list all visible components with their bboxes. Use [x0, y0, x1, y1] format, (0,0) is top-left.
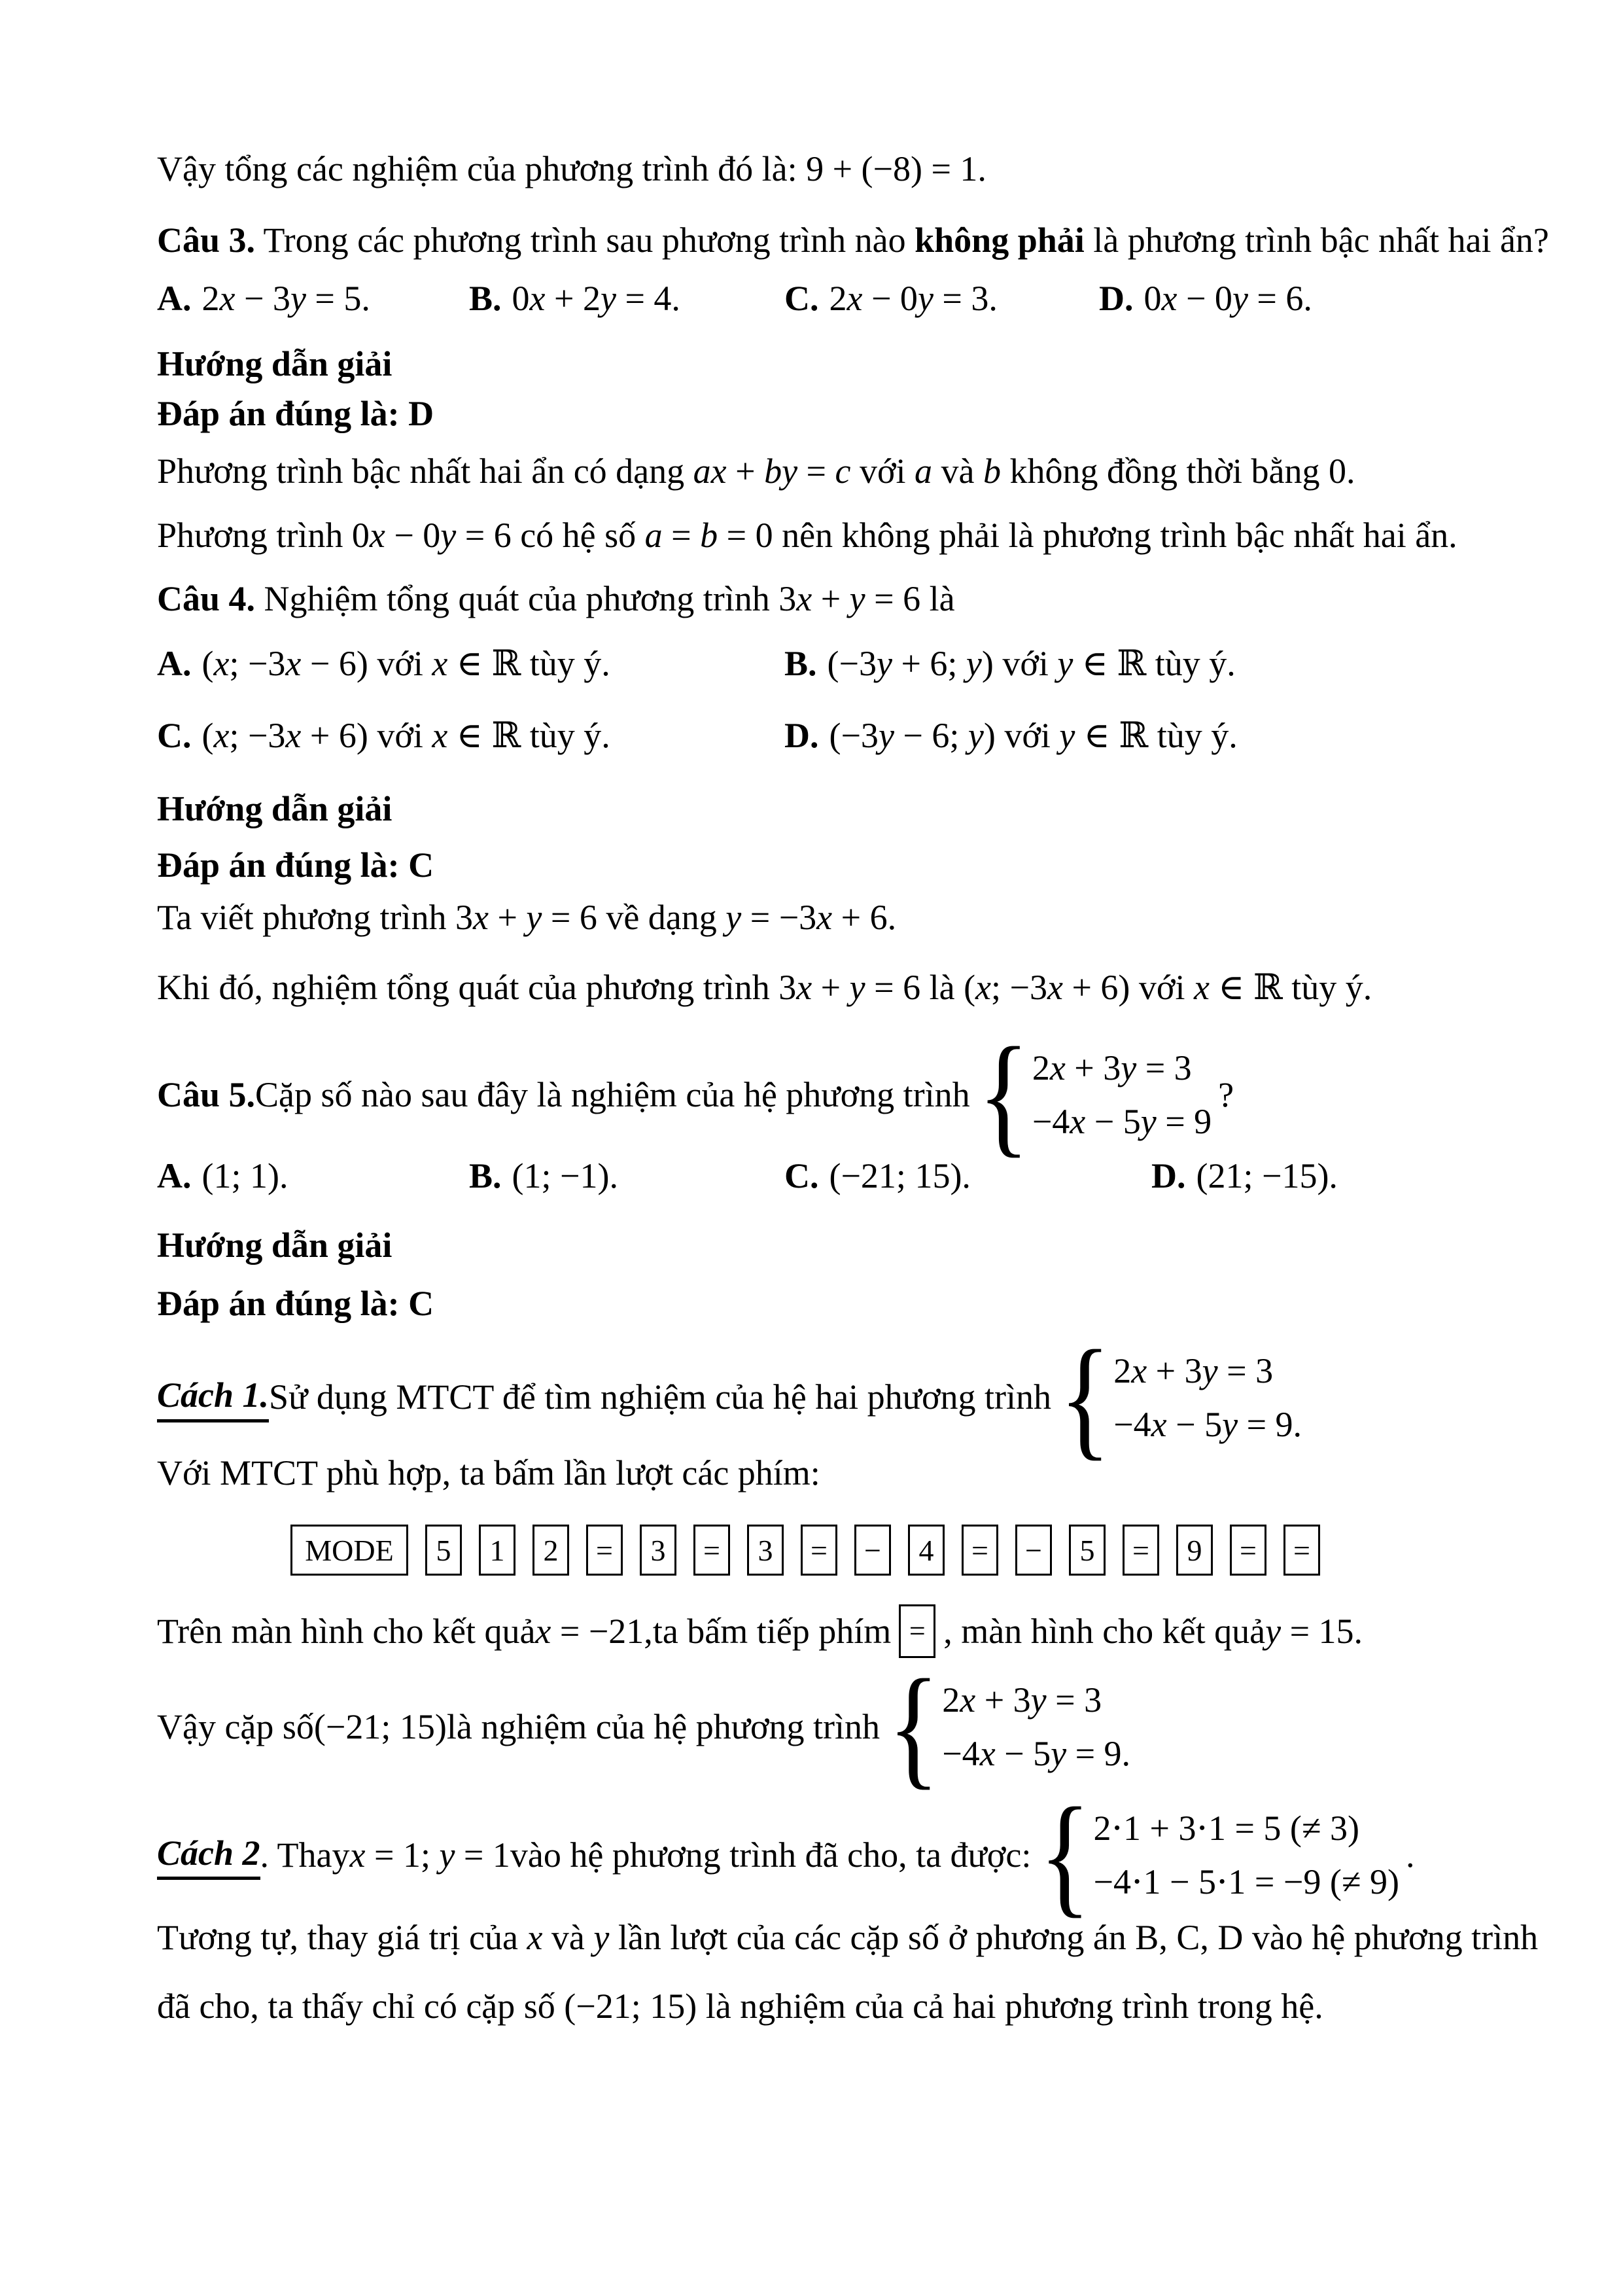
math-run: ax + by = c — [693, 451, 851, 491]
system-lines — [1032, 1050, 1212, 1139]
option-math: 2x − 3y = 5. — [201, 279, 370, 318]
option-math: x ∈ ℝ — [432, 716, 521, 755]
option-math: y ∈ ℝ — [1059, 716, 1149, 755]
math-run: y — [593, 1918, 610, 1957]
left-brace-icon: { — [888, 1651, 940, 1801]
text-run: và — [542, 1918, 594, 1957]
option-math: (x; −3x + 6) — [201, 716, 368, 755]
text-run: Tương tự, thay giá trị của — [157, 1918, 527, 1957]
equation-system — [977, 1019, 1212, 1169]
equation-system — [1039, 1780, 1399, 1930]
calc-key-8: = — [801, 1525, 837, 1576]
option-label: B. — [784, 644, 817, 683]
q3-explain-2 — [157, 512, 1457, 558]
math-run: (−21; 15) — [313, 1706, 447, 1746]
system-lines — [1113, 1353, 1302, 1442]
calc-key-1: 5 — [425, 1525, 462, 1576]
math-run: (−21; 15) — [564, 1987, 697, 2026]
q4-option-c — [157, 713, 610, 758]
option-math: 2x − 0y = 3. — [829, 279, 998, 318]
q3-heading — [157, 217, 1549, 263]
math-run: y = −3x + 6. — [725, 898, 897, 937]
text-run: tùy ý. — [1282, 968, 1372, 1007]
calc-key-10: 4 — [908, 1525, 945, 1576]
text-run: là — [920, 579, 955, 618]
text-run: lần lượt của các cặp số ở phương án B, C, D vào hệ phương trình — [609, 1918, 1539, 1957]
math-run: (x; −3x + 6) — [964, 968, 1130, 1007]
calc-key-6: = — [693, 1525, 730, 1576]
intro-line — [157, 146, 986, 192]
system-eq-2: −4x − 5y = 9. — [942, 1734, 1131, 1773]
calc-key-11: = — [962, 1525, 998, 1576]
q5-label: Câu 5. — [157, 1074, 256, 1114]
guide-heading-2 — [157, 786, 392, 832]
calc-key-15: 9 — [1176, 1525, 1213, 1576]
q5-heading — [157, 1019, 1234, 1169]
option-label: D. — [784, 716, 819, 755]
answer-text: Đáp án đúng là: C — [157, 1284, 434, 1323]
text-run: với — [995, 716, 1060, 755]
calc-key-12: − — [1015, 1525, 1052, 1576]
equation-system — [888, 1651, 1131, 1801]
text-run: Vậy cặp số — [157, 1706, 314, 1746]
math-run: a — [915, 451, 933, 491]
option-label: A. — [157, 1156, 192, 1195]
method-2-line — [157, 1780, 1415, 1930]
calc-key-16: = — [1230, 1525, 1266, 1576]
text-run: và — [932, 451, 983, 491]
math-run: x = 1; y = 1 — [349, 1835, 510, 1875]
text-run: với — [368, 644, 432, 683]
guide-text: Hướng dẫn giải — [157, 789, 393, 828]
system-eq-2: −4⋅1 − 5⋅1 = −9 (≠ 9) — [1093, 1862, 1399, 1901]
guide-heading-3 — [157, 1222, 392, 1268]
text-run: Khi đó, nghiệm tổng quát của phương trình — [157, 968, 779, 1007]
math-run: 0x − 0y = 6 — [351, 516, 512, 555]
math-run: 9 + (−8) = 1. — [806, 149, 986, 188]
system-eq-1: 2x + 3y = 3 — [1032, 1048, 1192, 1087]
option-math: x ∈ ℝ — [432, 644, 521, 683]
q4-option-d — [784, 713, 1238, 758]
text-run: đã cho, ta thấy chỉ có cặp số — [157, 1987, 565, 2026]
calc-key-9: − — [854, 1525, 891, 1576]
calc-key-7: 3 — [747, 1525, 784, 1576]
text-run: nên không phải là phương trình bậc nhất hai ẩn. — [773, 516, 1457, 555]
option-label: B. — [469, 279, 502, 318]
option-math: 0x + 2y = 4. — [512, 279, 680, 318]
system-eq-1: 2x + 3y = 3 — [942, 1680, 1102, 1720]
text-run: tùy ý. — [1148, 716, 1238, 755]
option-math: (−3y − 6; y) — [829, 716, 996, 755]
left-brace-icon: { — [977, 1019, 1030, 1169]
math-run: a = b = 0 — [644, 516, 773, 555]
q4-label: Câu 4. — [157, 579, 256, 618]
question-mark: ? — [1218, 1074, 1234, 1114]
text-run: tùy ý. — [1146, 644, 1236, 683]
calculator-key-row — [290, 1525, 1320, 1576]
keypress-intro-line — [157, 1450, 820, 1496]
guide-heading-1 — [157, 341, 392, 387]
q5-option-d — [1151, 1153, 1338, 1199]
q5-answer — [157, 1280, 434, 1326]
q3-option-b — [469, 275, 680, 321]
text-run: Trên màn hình cho kết quả — [157, 1611, 536, 1651]
option-label: D. — [1151, 1156, 1186, 1195]
calc-key-mode: MODE — [290, 1525, 408, 1576]
system-lines — [942, 1682, 1130, 1771]
answer-text: Đáp án đúng là: D — [157, 394, 434, 433]
math-run: y = 15. — [1265, 1611, 1363, 1651]
option-label: D. — [1099, 279, 1134, 318]
text-run: . Thay — [260, 1835, 350, 1875]
text-run: không đồng thời bằng 0. — [1001, 451, 1355, 491]
text-run: với — [993, 644, 1058, 683]
text-run: tùy ý. — [521, 644, 610, 683]
option-math: (−3y + 6; y) — [827, 644, 994, 683]
option-math: (−21; 15). — [829, 1156, 971, 1195]
text-run: về dạng — [597, 898, 726, 937]
math-run: b — [983, 451, 1001, 491]
final-note-line-1 — [157, 1915, 1538, 1960]
option-label: A. — [157, 644, 192, 683]
bold-run: không phải — [915, 221, 1085, 260]
system-eq-1: 2⋅1 + 3⋅1 = 5 (≠ 3) — [1093, 1809, 1360, 1848]
system-lines — [1094, 1810, 1399, 1899]
system-eq-2: −4x − 5y = 9 — [1032, 1102, 1212, 1141]
calc-key-14: = — [1123, 1525, 1159, 1576]
text-run: Trong các phương trình sau phương trình nào — [255, 221, 915, 260]
math-run: 3x + y = 6 — [778, 579, 921, 618]
calc-key-2: 1 — [479, 1525, 515, 1576]
final-note-line-2 — [157, 1983, 1323, 2029]
q4-answer — [157, 842, 434, 888]
math-run: x ∈ ℝ — [1193, 968, 1283, 1007]
text-run: Sử dụng MTCT để tìm nghiệm của hệ hai phương trình — [269, 1377, 1051, 1417]
text-run: Nghiệm tổng quát của phương trình — [255, 579, 779, 618]
text-run: là nghiệm của cả hai phương trình trong hệ. — [697, 1987, 1323, 2026]
conclusion-line — [157, 1651, 1131, 1801]
math-run: x = −21, — [535, 1611, 653, 1651]
option-math: (1; 1). — [201, 1156, 288, 1195]
math-run: 3x + y = 6 — [455, 898, 597, 937]
method-1-line — [157, 1322, 1302, 1472]
q3-option-d — [1099, 275, 1312, 321]
q3-option-a — [157, 275, 370, 321]
option-label: B. — [469, 1156, 502, 1195]
text-run: là phương trình bậc nhất hai ẩn? — [1084, 221, 1549, 260]
guide-text: Hướng dẫn giải — [157, 344, 393, 383]
text-run: với — [1130, 968, 1194, 1007]
calc-key-3: 2 — [532, 1525, 569, 1576]
system-eq-1: 2x + 3y = 3 — [1113, 1351, 1274, 1390]
option-label: A. — [157, 279, 192, 318]
answer-text: Đáp án đúng là: C — [157, 845, 434, 885]
text-run: Phương trình — [157, 516, 352, 555]
q4-option-b — [784, 641, 1236, 686]
q3-label: Câu 3. — [157, 221, 256, 260]
text-run: với — [368, 716, 432, 755]
option-label: C. — [784, 279, 819, 318]
calc-key-13: 5 — [1069, 1525, 1106, 1576]
math-run: 3x + y = 6 — [778, 968, 921, 1007]
guide-text: Hướng dẫn giải — [157, 1226, 393, 1265]
math-run: x — [527, 1918, 543, 1957]
text-run: Với MTCT phù hợp, ta bấm lần lượt các phím: — [157, 1453, 820, 1492]
equation-system — [1059, 1322, 1302, 1472]
system-eq-2: −4x − 5y = 9. — [1113, 1404, 1302, 1444]
option-label: C. — [784, 1156, 819, 1195]
calc-key-5: 3 — [640, 1525, 676, 1576]
text-run: ta bấm tiếp phím — [652, 1611, 892, 1651]
q5-option-a — [157, 1153, 288, 1199]
left-brace-icon: { — [1039, 1780, 1091, 1930]
left-brace-icon: { — [1059, 1322, 1111, 1472]
text-run: vào hệ phương trình đã cho, ta được: — [510, 1835, 1032, 1875]
text-run: có hệ số — [511, 516, 645, 555]
text-run: Phương trình bậc nhất hai ẩn có dạng — [157, 451, 693, 491]
option-math: (1; −1). — [512, 1156, 618, 1195]
option-math: (21; −15). — [1196, 1156, 1338, 1195]
text-run: là — [920, 968, 964, 1007]
q5-option-b — [469, 1153, 618, 1199]
calc-key-17: = — [1283, 1525, 1320, 1576]
q4-step-1 — [157, 894, 896, 940]
option-math: (x; −3x − 6) — [201, 644, 368, 683]
text-run: Ta viết phương trình — [157, 898, 455, 937]
q4-option-a — [157, 641, 610, 686]
text-run: với — [850, 451, 915, 491]
q3-option-c — [784, 275, 998, 321]
method-2-label: Cách 2 — [157, 1830, 260, 1880]
text-run: , màn hình cho kết quả — [943, 1611, 1266, 1651]
calc-key-4: = — [586, 1525, 623, 1576]
q3-explain-1 — [157, 448, 1355, 494]
inline-equals-key: = — [899, 1604, 935, 1658]
option-math: y ∈ ℝ — [1057, 644, 1147, 683]
method-1-label: Cách 1. — [157, 1372, 269, 1422]
option-math: 0x − 0y = 6. — [1143, 279, 1312, 318]
q4-step-2 — [157, 964, 1372, 1010]
text-run: là nghiệm của hệ phương trình — [446, 1706, 881, 1746]
q4-heading — [157, 576, 955, 622]
q5-option-c — [784, 1153, 971, 1199]
result-line — [157, 1595, 1363, 1667]
text-run: Cặp số nào sau đây là nghiệm của hệ phương trình — [255, 1074, 970, 1114]
period-after-system: . — [1405, 1835, 1415, 1875]
option-label: C. — [157, 716, 192, 755]
text-run: Vậy tổng các nghiệm của phương trình đó là: — [157, 149, 807, 188]
q3-answer — [157, 391, 434, 436]
text-run: tùy ý. — [521, 716, 610, 755]
